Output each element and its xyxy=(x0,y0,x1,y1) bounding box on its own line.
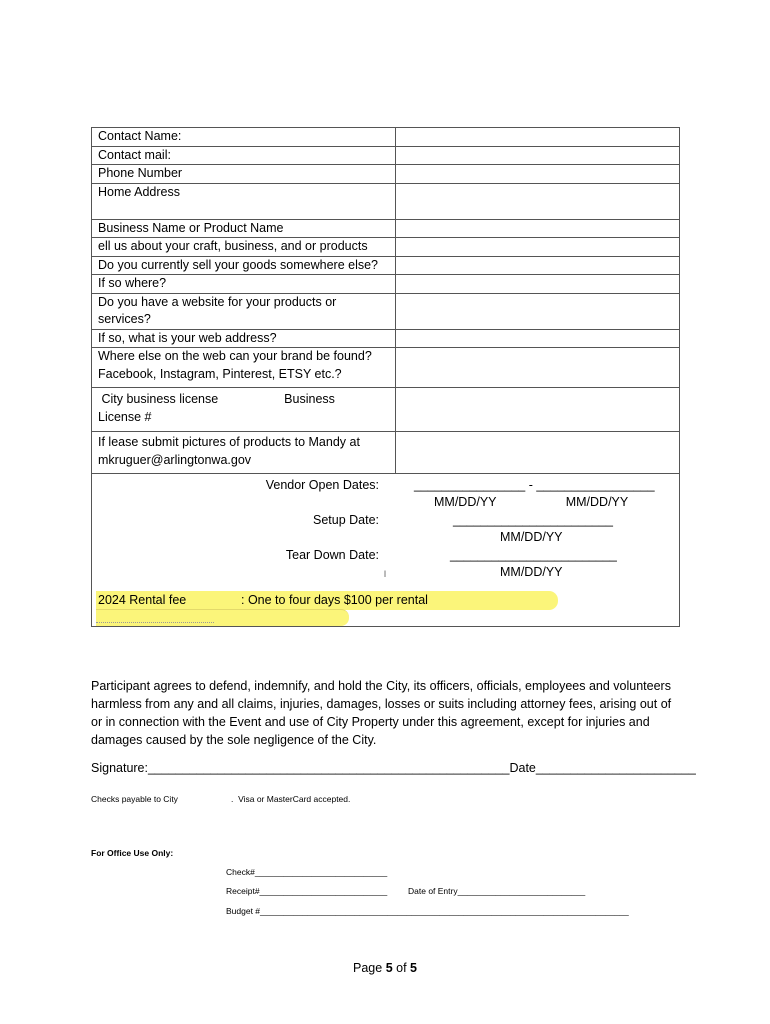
date-of-entry-field[interactable]: Date of Entry___________________________ xyxy=(408,886,586,896)
brand-found-question: Where else on the web can your brand be found? xyxy=(98,349,372,363)
page-prefix: Page xyxy=(353,961,386,975)
brand-found-field[interactable] xyxy=(396,348,680,388)
contact-mail-field[interactable] xyxy=(396,146,680,165)
tick-mark: l xyxy=(384,569,386,579)
if-so-where-field[interactable] xyxy=(396,275,680,294)
table-row xyxy=(92,238,680,257)
receipt-number-field[interactable]: Receipt#___________________________ xyxy=(226,886,388,896)
dates-section xyxy=(92,474,680,627)
setup-date-field[interactable]: _______________________ xyxy=(453,513,613,527)
teardown-date-field[interactable]: ________________________ xyxy=(450,548,617,562)
home-address-field[interactable] xyxy=(396,183,680,219)
table-row xyxy=(92,348,680,388)
have-website-label: Do you have a website for your products or services? xyxy=(92,293,396,329)
web-address-label: If so, what is your web address? xyxy=(92,329,396,348)
brand-found-label xyxy=(92,348,396,388)
vendor-open-field[interactable]: ________________ - _________________ xyxy=(414,478,655,492)
table-row xyxy=(92,219,680,238)
city-license-text: City business license Business xyxy=(98,392,335,406)
vendor-open-format: MM/DD/YY MM/DD/YY xyxy=(434,495,629,509)
home-address-label: Home Address xyxy=(92,183,396,219)
table-row xyxy=(92,275,680,294)
have-website-field[interactable] xyxy=(396,293,680,329)
business-name-label: Business Name or Product Name xyxy=(92,219,396,238)
fee-highlight-extension xyxy=(96,609,349,626)
if-so-where-label: If so where? xyxy=(92,275,396,294)
table-row xyxy=(92,388,680,432)
signature-line[interactable]: Signature:____________________________________________________Date_______________________ xyxy=(91,761,696,775)
page-current: 5 xyxy=(385,961,393,975)
table-row xyxy=(92,165,680,184)
page-number xyxy=(0,961,770,975)
setup-date-label: Setup Date: xyxy=(312,513,379,527)
rental-fee-label: 2024 Rental fee xyxy=(98,593,187,607)
card-accepted-text: . Visa or MasterCard accepted. xyxy=(231,794,351,804)
page-of: of xyxy=(392,961,411,975)
vendor-open-label: Vendor Open Dates: xyxy=(265,478,379,492)
business-license-label xyxy=(92,388,396,432)
web-address-field[interactable] xyxy=(396,329,680,348)
teardown-date-format: MM/DD/YY xyxy=(500,565,563,579)
table-row xyxy=(92,183,680,219)
submit-pictures-label xyxy=(92,432,396,474)
table-row xyxy=(92,128,680,147)
phone-field[interactable] xyxy=(396,165,680,184)
submit-pictures-text: If lease submit pictures of products to Mandy at xyxy=(98,435,360,449)
table-row xyxy=(92,474,680,627)
rental-fee-text: : One to four days $100 per rental xyxy=(241,593,428,607)
office-use-heading: For Office Use Only: xyxy=(91,848,174,858)
tell-us-label: ell us about your craft, business, and or products xyxy=(92,238,396,257)
sell-elsewhere-field[interactable] xyxy=(396,256,680,275)
table-row xyxy=(92,293,680,329)
teardown-date-label: Tear Down Date: xyxy=(285,548,379,562)
table-row xyxy=(92,146,680,165)
check-number-field[interactable]: Check#____________________________ xyxy=(226,867,388,877)
table-row xyxy=(92,256,680,275)
license-number-text: License # xyxy=(98,409,152,424)
contact-email[interactable]: mkruguer@arlingtonwa.gov xyxy=(98,452,252,467)
business-name-field[interactable] xyxy=(396,219,680,238)
budget-number-field[interactable]: Budget #______________________________________________________________________________ xyxy=(226,906,629,916)
setup-date-format: MM/DD/YY xyxy=(500,530,563,544)
table-row xyxy=(92,432,680,474)
fee-underline xyxy=(96,622,214,623)
vendor-info-table xyxy=(91,127,680,627)
phone-label: Phone Number xyxy=(92,165,396,184)
contact-name-label: Contact Name: xyxy=(92,128,396,147)
indemnity-agreement: Participant agrees to defend, indemnify, and hold the City, its officers, officials, employees and volunteers harmless from any and all claims, injuries, damages, losses or suits including attorney fees, arising out of or in connection with the Event and use of City Property under this agreement, except for injuries and damages caused by the sole negligence of the City. xyxy=(91,679,672,747)
tell-us-field[interactable] xyxy=(396,238,680,257)
business-license-field[interactable] xyxy=(396,388,680,432)
table-row xyxy=(92,329,680,348)
brand-found-examples: Facebook, Instagram, Pinterest, ETSY etc.? xyxy=(98,366,342,381)
page-total: 5 xyxy=(410,961,417,975)
contact-name-field[interactable] xyxy=(396,128,680,147)
checks-payable-text: Checks payable to City xyxy=(91,794,178,804)
sell-elsewhere-label: Do you currently sell your goods somewhere else? xyxy=(92,256,396,275)
submit-pictures-field[interactable] xyxy=(396,432,680,474)
contact-mail-label: Contact mail: xyxy=(92,146,396,165)
